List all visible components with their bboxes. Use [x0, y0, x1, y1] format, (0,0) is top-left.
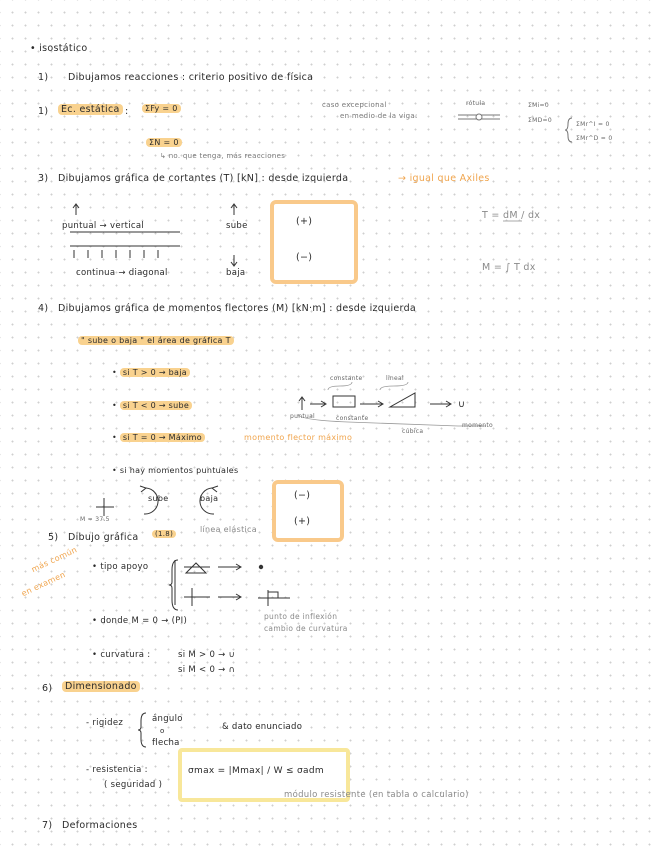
step-3-note: → igual que Axiles [398, 173, 490, 184]
baja-label: baja [226, 268, 246, 278]
bullet-t-pos: • si T > 0 → baja [112, 368, 190, 377]
dato-enunciado: & dato enunciado [222, 722, 303, 732]
moment-plus: (+) [294, 516, 311, 527]
step-4-text: Dibujamos gráfica de momentos flectores (M) [kN·m] : desde izquierda [58, 303, 417, 314]
inflection-point-text: donde M = 0 → (PI) [100, 616, 188, 626]
inflection-point: • donde M = 0 → (PI) [92, 616, 188, 626]
curvature-pos: si M > 0 → ∪ [178, 650, 236, 660]
step-6-text: Dimensionado [62, 681, 140, 692]
step-2-label: Ec. estática [58, 104, 123, 115]
eq-sum-n: ΣN = 0 [146, 138, 182, 147]
rigidez: - rigidez [86, 718, 124, 728]
seguridad: ( seguridad ) [104, 780, 163, 790]
diag-lineal: lineal [386, 375, 404, 382]
inflection-gray: punto de inflexión [264, 612, 338, 621]
area-quote: " sube o baja " el área de gráfica T [78, 336, 234, 345]
step-2-colon: : [125, 106, 129, 117]
bullet-point-moments: • si hay momentos puntuales [112, 466, 239, 475]
step-3-num: 3) [38, 173, 49, 184]
stress-formula: σmax = |Mmax| / W [188, 766, 283, 776]
u-curve: ∪ [458, 399, 466, 410]
moment-baja: baja [200, 494, 219, 503]
moment-value: M = 37.5 [80, 516, 110, 523]
support-type-text: tipo apoyo [100, 562, 149, 572]
title-text: isostático [39, 43, 88, 54]
flecha: flecha [152, 738, 180, 748]
diag-constante: constante [330, 375, 363, 382]
eq-sum-fy: ΣFy = 0 [142, 104, 181, 113]
page-title: • isostático [30, 43, 88, 54]
bullet-t-neg: • si T < 0 → sube [112, 401, 192, 410]
step-7-text: Deformaciones [62, 820, 138, 831]
curvature-text: curvatura : [100, 650, 151, 660]
rotula-label: rótula [466, 100, 486, 107]
elastic-line: línea elástica [200, 525, 257, 534]
plus-sign: (+) [296, 216, 313, 227]
moment-sign-box [272, 480, 344, 542]
special-case: caso excepcional [322, 101, 387, 109]
step-6-num: 6) [42, 683, 53, 694]
step-7-num: 7) [42, 820, 53, 831]
sube-label: sube [226, 221, 248, 231]
side-note-1: más común [30, 545, 79, 575]
curvature: • curvatura : [92, 650, 151, 660]
moment-minus: (−) [294, 490, 311, 501]
step-1-num: 1) [38, 72, 49, 83]
diag-puntual: puntual [290, 413, 316, 420]
resistencia: - resistencia : [86, 765, 148, 775]
step-1-text: Dibujamos reacciones : criterio positivo de física [68, 72, 314, 83]
support-type: • tipo apoyo [92, 562, 149, 572]
angulo: ángulo [152, 714, 183, 724]
bullet-t-zero-text: si T = 0 → Máximo [120, 433, 205, 442]
step-3-text: Dibujamos gráfica de cortantes (T) [kN] : desde izquierda [58, 173, 349, 184]
step-5-ref: (1.8) [152, 530, 176, 538]
step-2-num: 1) [38, 106, 49, 117]
shear-sign-box [270, 200, 358, 284]
step-5-num: 5) [48, 532, 59, 543]
distributed-load-arrows [74, 250, 158, 258]
puntual-vertical: puntual → vertical [62, 221, 145, 231]
inflection-gray-2: cambio de curvatura [264, 624, 348, 633]
or-label: o [160, 727, 165, 735]
bullet-t-zero: • si T = 0 → Máximo [112, 433, 205, 442]
eq-mi: ΣMi=0 [528, 102, 549, 109]
max-moment-note: momento flector máximo [244, 433, 353, 442]
diag-momento: momento [462, 422, 493, 429]
stress-leq: ≤ σadm [286, 766, 324, 776]
diag-cubica: cúbica [402, 428, 424, 435]
continua-diagonal: continua → diagonal [76, 268, 168, 278]
formula-m: M = ∫ T dx [482, 262, 536, 273]
formula-t: T = dM / dx [482, 210, 541, 221]
special-case-2: en medio de la viga: [340, 112, 418, 120]
minus-sign: (−) [296, 252, 313, 263]
bullet-point-moments-text: si hay momentos puntuales [119, 466, 239, 475]
eq-md: ΣMD=0 [528, 117, 552, 124]
bullet-t-pos-text: si T > 0 → baja [120, 368, 190, 377]
eq-mr-d: ΣMr^D = 0 [576, 135, 613, 142]
eq-mr-i: ΣMr^I = 0 [576, 121, 610, 128]
curvature-neg: si M < 0 → ∩ [178, 665, 236, 675]
moment-sube: sube [148, 494, 169, 503]
modulo-note: módulo resistente (en tabla o calculario) [284, 790, 469, 800]
diag-constante-2: constante [336, 415, 369, 422]
step-5-text: Dibujo gráfica [68, 532, 139, 543]
step-4-num: 4) [38, 303, 49, 314]
side-note-2: en examen [20, 569, 67, 599]
reactions-note: ↳ no. que tenga, más reacciones [160, 152, 286, 160]
bullet-t-neg-text: si T < 0 → sube [120, 401, 192, 410]
